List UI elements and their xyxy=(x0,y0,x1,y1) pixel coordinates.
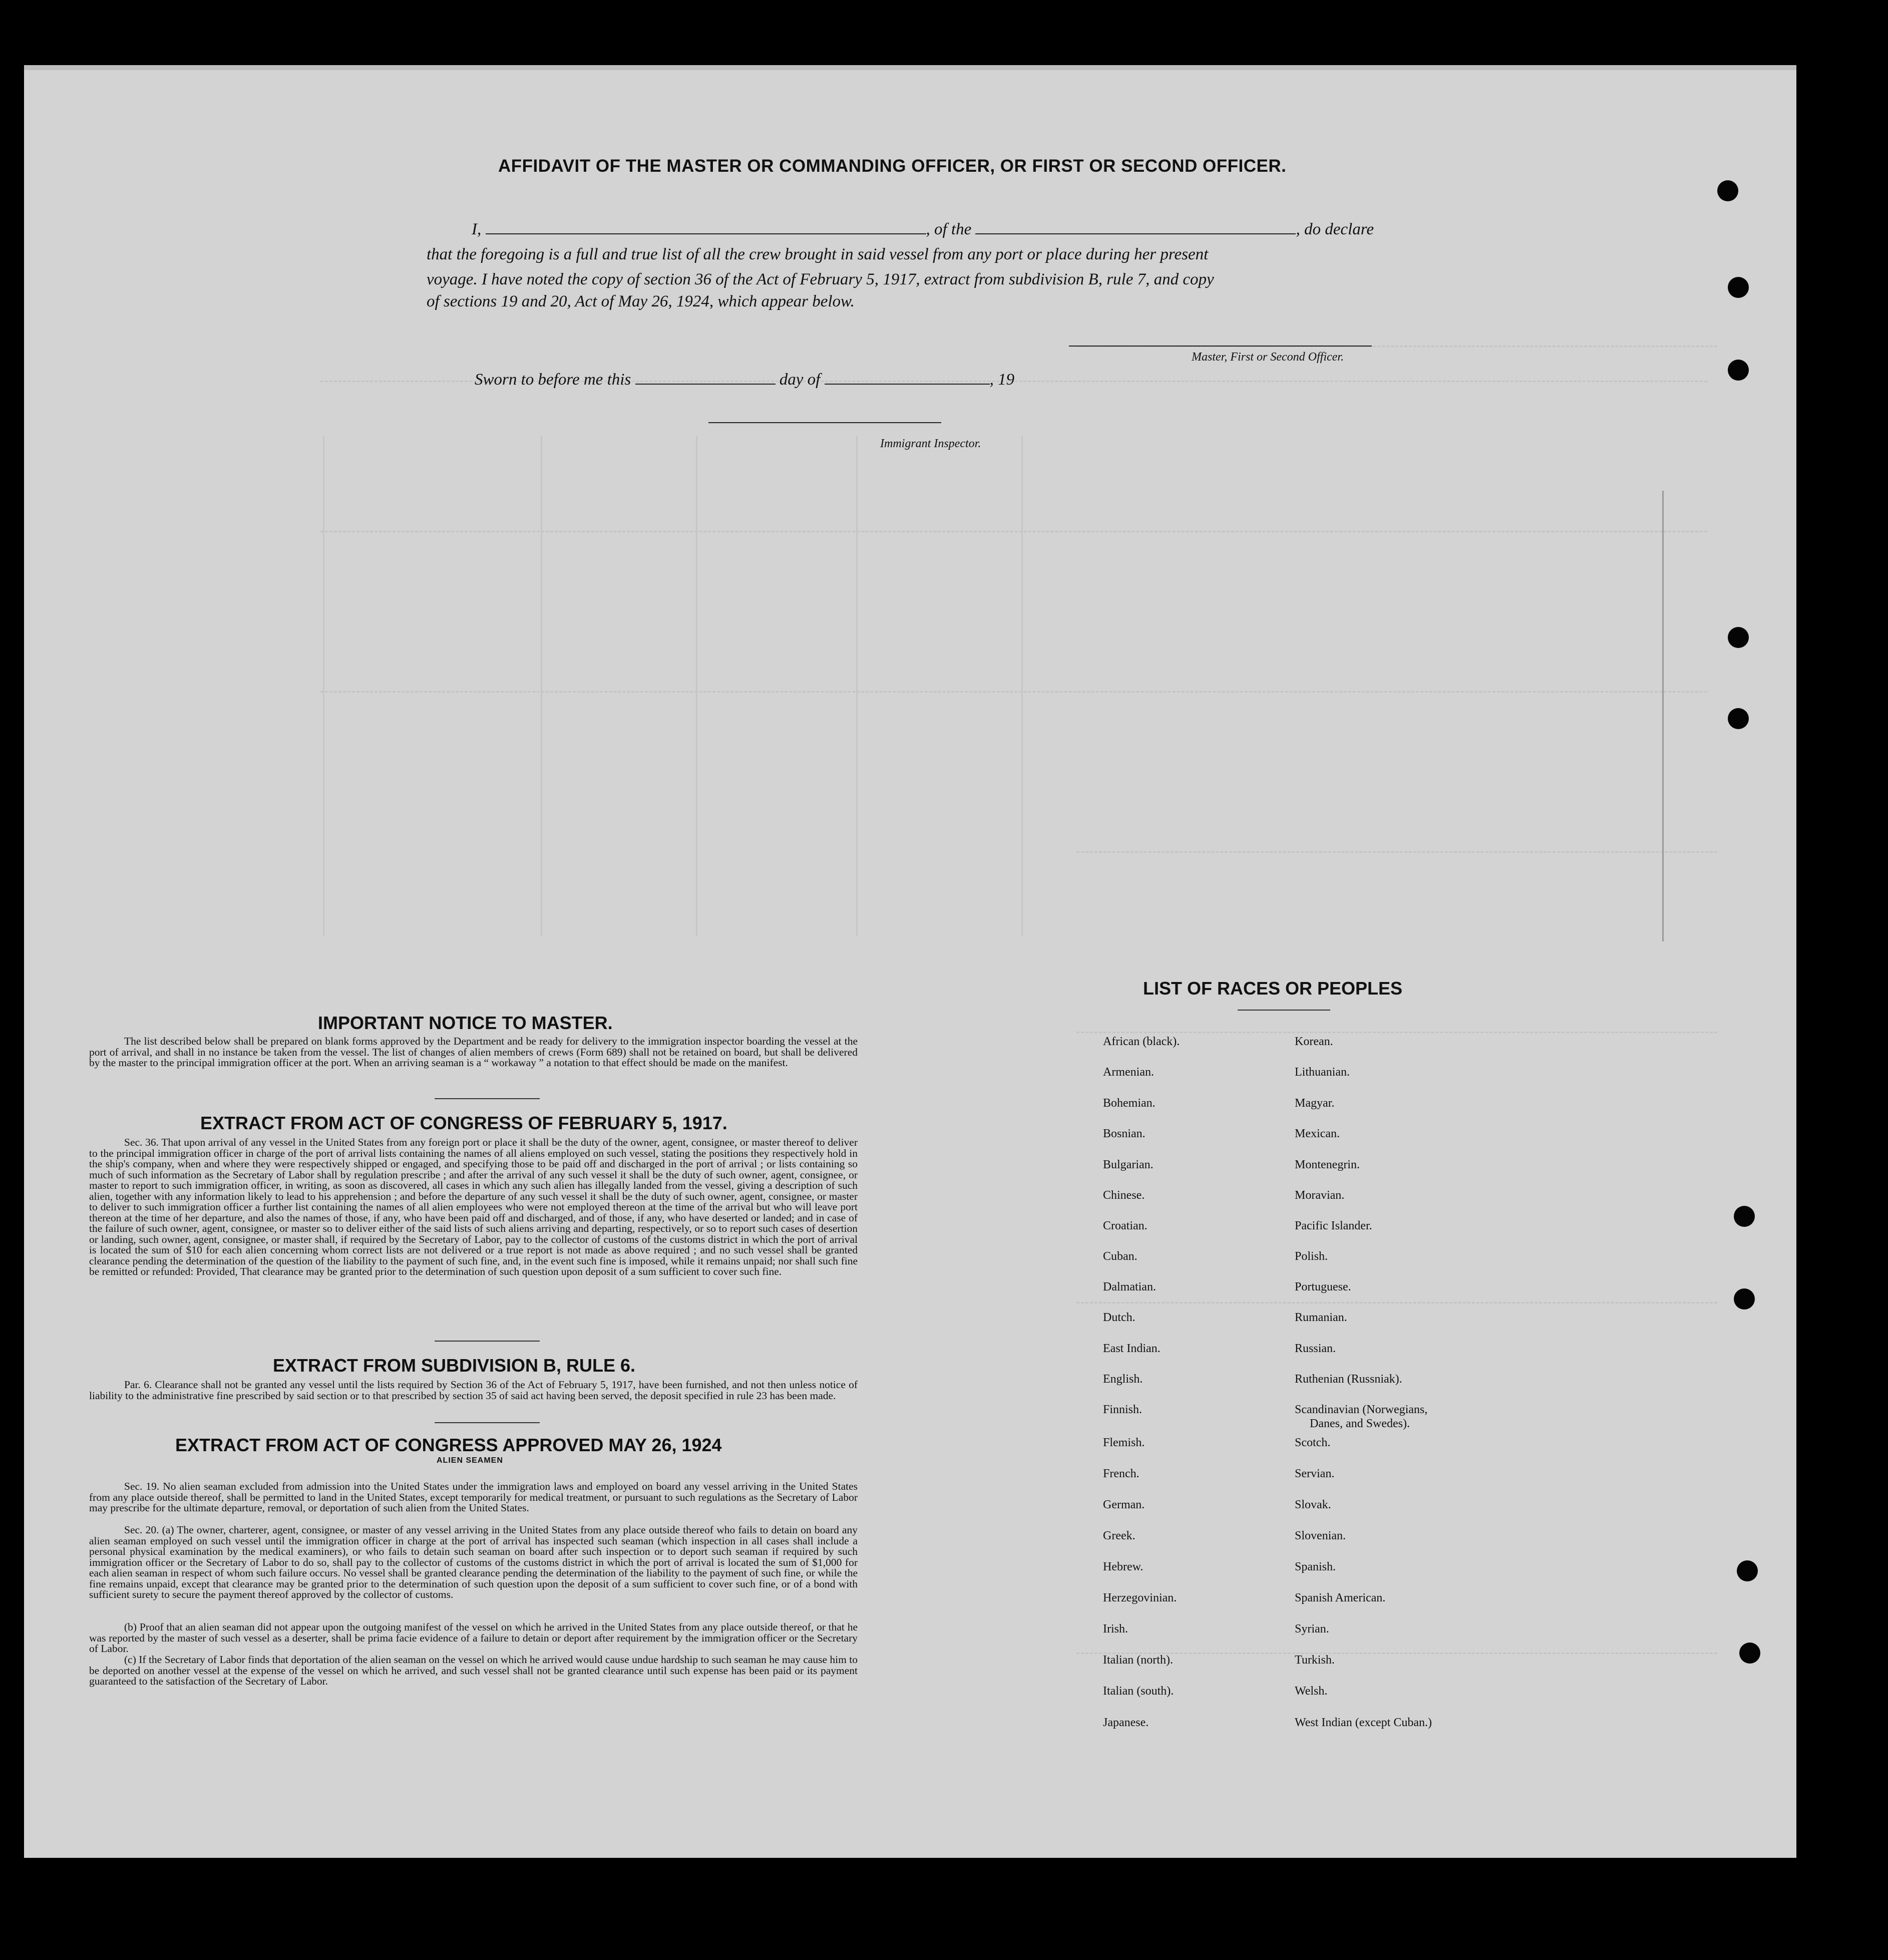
extract-1924-subtitle: ALIEN SEAMEN xyxy=(437,1456,503,1465)
race-item: Rumanian. xyxy=(1295,1311,1347,1324)
race-item: Syrian. xyxy=(1295,1622,1329,1636)
section-divider xyxy=(435,1341,540,1342)
affidavit-line-2: that the foregoing is a full and true list of all the crew brought in said vessel from any port or place during her present xyxy=(427,245,1209,263)
inspector-signature-line[interactable] xyxy=(708,422,941,423)
section-divider xyxy=(435,1098,540,1099)
affidavit-i-label: I, xyxy=(472,220,482,238)
race-item: Lithuanian. xyxy=(1295,1066,1350,1079)
master-signature-label: Master, First or Second Officer. xyxy=(1192,351,1344,364)
sworn-year-label: , 19 xyxy=(989,371,1015,389)
vessel-name-field[interactable] xyxy=(975,220,1296,234)
sworn-day-field[interactable] xyxy=(635,371,776,385)
race-item: Italian (north). xyxy=(1103,1654,1173,1667)
sec20b-text: (b) Proof that an alien seaman did not appear upon the outgoing manifest of the vessel on which he arrived in the United States from any place outside thereof, or that he was reported by the master of such vessel as a deserter, shall be prima facie evidence of a failure to detain or deport after requirement by the immigration officer or the Secretary of Labor. xyxy=(89,1621,858,1655)
race-item: French. xyxy=(1103,1467,1140,1480)
race-item: Armenian. xyxy=(1103,1066,1154,1079)
race-item: Russian. xyxy=(1295,1342,1336,1355)
race-item: Scandinavian (Norwegians, xyxy=(1295,1403,1428,1416)
race-item: Dutch. xyxy=(1103,1311,1136,1324)
race-item: Bulgarian. xyxy=(1103,1158,1154,1171)
inspector-signature-label: Immigrant Inspector. xyxy=(880,437,981,450)
race-item: Polish. xyxy=(1295,1250,1328,1263)
affidavit-of-the-label: , of the xyxy=(926,220,972,238)
rule6-title: EXTRACT FROM SUBDIVISION B, RULE 6. xyxy=(273,1355,636,1376)
race-item: Scotch. xyxy=(1295,1436,1331,1449)
race-item: English. xyxy=(1103,1373,1143,1386)
race-item: Moravian. xyxy=(1295,1189,1345,1202)
race-item: Greek. xyxy=(1103,1529,1136,1542)
affidavit-title: AFFIDAVIT OF THE MASTER OR COMMANDING OFFICER, OR FIRST OR SECOND OFFICER. xyxy=(498,156,1287,176)
race-item: East Indian. xyxy=(1103,1342,1161,1355)
race-item: Welsh. xyxy=(1295,1685,1328,1698)
race-item: German. xyxy=(1103,1498,1145,1511)
race-item: Magyar. xyxy=(1295,1097,1335,1110)
races-title-underline xyxy=(1238,1010,1330,1011)
affidavit-line-3: voyage. I have noted the copy of section 36 of the Act of February 5, 1917, extract from subdivision B, rule 7, and copy xyxy=(427,270,1214,288)
master-signature-line[interactable] xyxy=(1069,346,1372,347)
race-item: Cuban. xyxy=(1103,1250,1138,1263)
extract-1917-text: Sec. 36. That upon arrival of any vessel in the United States from any foreign port or place it shall be the duty of the owner, agent, consignee, or master thereof to deliver to the principal immigration officer in charge of the port of arrival lists containing the names of all aliens employed on such vessel, stating the positions they respectively hold in the ship's company, when and where they were respectively shipped or engaged, and specifying those to be paid off and discharged in the port of arrival ; or lists containing so much of such information as the Secretary of Labor shall by regulation prescribe ; and after the arrival of any such vessel it shall be the duty of such owner, agent, consignee, or master to report to such immigration officer, in writing, as soon as discovered, all cases in which any such alien has illegally landed from the vessel, giving a description of such alien, together with any information likely to lead to his apprehension ; and before the departure of any such vessel it shall be the duty of such owner, agent, consignee, or master to deliver to such immigration officer a further list containing the names of all alien employees who were not employed thereon at the time of the arrival but who will leave port thereon at the time of her departure, and also the names of those, if any, who have been paid off and discharged, and of those, if any, who have deserted or landed; and in case of the failure of such owner, agent, consignee, or master so to deliver either of the said lists of such aliens arriving and departing, respectively, or so to report such cases of desertion or landing, such owner, agent, consignee, or master shall, if required by the Secretary of Labor, pay to the collector of customs of the customs district in which the port of arrival is located the sum of $10 for each alien concerning whom correct lists are not delivered or a true report is not made as above required ; and no such vessel shall be granted clearance pending the determination of the question of the liability to the payment of such fine, and, in the event such fine is imposed, while it remains unpaid; nor shall such fine be remitted or refunded: Provided, That clearance may be granted prior to the determination of such question upon deposit of a sum sufficient to cover such fine. xyxy=(89,1136,858,1277)
race-item: Spanish. xyxy=(1295,1560,1336,1573)
race-item: Chinese. xyxy=(1103,1189,1145,1202)
sec19-text: Sec. 19. No alien seaman excluded from admission into the United States under the immigration laws and employed on board any vessel arriving in the United States from any place outside thereof, shall be permitted to land in the United States, except temporarily for medical treatment, or pursuant to such regulations as the Secretary of Labor may prescribe for the ultimate departure, removal, or deportation of such alien from the United States. xyxy=(89,1480,858,1514)
race-item: West Indian (except Cuban.) xyxy=(1295,1716,1432,1729)
sworn-day-of-label: day of xyxy=(779,371,821,389)
sec20c-text: (c) If the Secretary of Labor finds that deportation of the alien seaman on the vessel on which he arrived would cause undue hardship to such seaman he may cause him to be deported on another vessel at the expense of the vessel on which he arrived, and such vessel shall not be granted clearance until such expense has been paid or its payment guaranteed to the satisfaction of the Secretary of Labor. xyxy=(89,1654,858,1687)
race-item: Dalmatian. xyxy=(1103,1280,1156,1293)
race-item: Irish. xyxy=(1103,1622,1128,1636)
race-item: Hebrew. xyxy=(1103,1560,1144,1573)
affidavit-declare-label: , do declare xyxy=(1296,220,1374,238)
race-item: Pacific Islander. xyxy=(1295,1219,1372,1232)
race-item: Ruthenian (Russniak). xyxy=(1295,1373,1402,1386)
sworn-line xyxy=(475,371,1014,389)
race-item: Finnish. xyxy=(1103,1403,1143,1416)
race-item: Portuguese. xyxy=(1295,1280,1351,1293)
extract-1924-title: EXTRACT FROM ACT OF CONGRESS APPROVED MAY 26, 1924 xyxy=(175,1435,722,1455)
race-item: Korean. xyxy=(1295,1035,1333,1048)
race-item: Montenegrin. xyxy=(1295,1158,1360,1171)
notice-text: The list described below shall be prepared on blank forms approved by the Department and be ready for delivery to the immigration inspector boarding the vessel at the port of arrival, and shall in no instance be taken from the vessel. The list of changes of alien members of crews (Form 689) shall not be retained on board, but shall be delivered by the master to the principal immigration officer at the port. When an arriving seaman is a “ workaway ” a notation to that effect should be made on the manifest. xyxy=(89,1035,858,1069)
rule6-text: Par. 6. Clearance shall not be granted any vessel until the lists required by Section 36 of the Act of February 5, 1917, have been furnished, and not then unless notice of liability to the administrative fine prescribed by said section or to that prescribed by section 35 of said act having been served, the deposit specified in rule 23 has been made. xyxy=(89,1379,858,1402)
sec20a-text: Sec. 20. (a) The owner, charterer, agent, consignee, or master of any vessel arriving in the United States from any place outside thereof who fails to detain on board any alien seaman employed on such vessel until the immigration officer in charge at the port of arrival has inspected such seaman (which inspection in all cases shall include a personal physical examination by the medical examiners), or who fails to detain such seaman on board after such inspection or to deport such seaman if required by such immigration officer or the Secretary of Labor to do so, shall pay to the collector of customs of the customs district in which the port of arrival is located the sum of $1,000 for each alien seaman in respect of whom such failure occurs. No vessel shall be granted clearance pending the determination of the liability to the payment of such fine, or while the fine remains unpaid, except that clearance may be granted prior to the determination of such question upon the deposit of a sum sufficient to cover such fine, or of a bond with sufficient surety to secure the payment thereof approved by the collector of customs. xyxy=(89,1524,858,1600)
race-item: African (black). xyxy=(1103,1035,1180,1048)
race-item: Flemish. xyxy=(1103,1436,1145,1449)
affidavit-declaration-line xyxy=(472,220,1374,239)
race-item: Herzegovinian. xyxy=(1103,1591,1177,1604)
race-item: Spanish American. xyxy=(1295,1591,1386,1604)
race-item: Servian. xyxy=(1295,1467,1335,1480)
race-item: Italian (south). xyxy=(1103,1685,1174,1698)
affidavit-line-4: of sections 19 and 20, Act of May 26, 1924, which appear below. xyxy=(427,292,855,310)
race-item: Slovenian. xyxy=(1295,1529,1346,1542)
race-item: Turkish. xyxy=(1295,1654,1335,1667)
race-item-continuation: Danes, and Swedes). xyxy=(1310,1417,1410,1430)
race-item: Slovak. xyxy=(1295,1498,1331,1511)
race-item: Bohemian. xyxy=(1103,1097,1156,1110)
race-item: Japanese. xyxy=(1103,1716,1149,1729)
notice-title: IMPORTANT NOTICE TO MASTER. xyxy=(318,1013,613,1033)
sworn-month-field[interactable] xyxy=(825,371,990,385)
section-divider xyxy=(435,1422,540,1423)
race-item: Mexican. xyxy=(1295,1127,1340,1140)
sworn-prefix: Sworn to before me this xyxy=(475,371,631,389)
race-item: Croatian. xyxy=(1103,1219,1148,1232)
officer-name-field[interactable] xyxy=(486,220,926,234)
races-title: LIST OF RACES OR PEOPLES xyxy=(1143,978,1403,999)
extract-1917-title: EXTRACT FROM ACT OF CONGRESS OF FEBRUARY 5, 1917. xyxy=(200,1113,727,1133)
race-item: Bosnian. xyxy=(1103,1127,1146,1140)
